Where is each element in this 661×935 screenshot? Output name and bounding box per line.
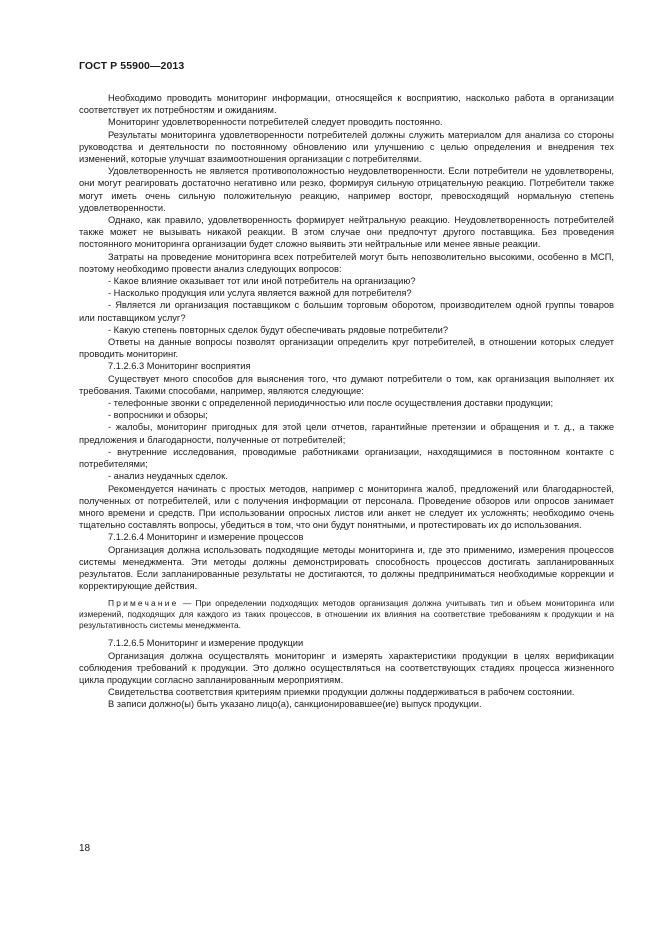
paragraph: В записи должно(ы) быть указано лицо(а), санкционировавшее(ие) выпуск продукции. [108, 699, 482, 710]
list-item: - Какую степень повторных сделок будут обеспечивать рядовые потребители? [108, 324, 449, 335]
paragraph: Результаты мониторинга удовлетворенности потребителей должны служить материалом для анализа со стороны руководства и деятельности по постоянному обновлению или улучшению с целью определения и внедрения тех изменений, которые улучшат взаимоотношения организации с потребителями. [79, 129, 614, 165]
paragraph: Рекомендуется начинать с простых методов, например с мониторинга жалоб, предложений или благодарностей, полученных от потребителей, или с получения информации от персонала. Проведение обзоров или опросов занимает много времени и средств. При использовании опросных листов или анкет не следует их усложнять; необходимо очень тщательно составлять вопросы, убедиться в том, что они будут понятными, и протестировать их до использования. [79, 483, 614, 531]
paragraph: Мониторинг удовлетворенности потребителей следует проводить постоянно. [108, 117, 443, 128]
paragraph: Свидетельства соответствия критериям приемки продукции должны поддерживаться в рабочем состоянии. [108, 687, 575, 698]
note-text: — При определении подходящих методов организация должна учитывать тип и объем мониторинга или измерений, подходящих для каждого из таких процессов, в отношении их влияния на соответствие требованиям к продукции и на результативность системы менеджмента. [79, 598, 614, 631]
list-item: - телефонные звонки с определенной периодичностью или после осуществления доставки продукции; [108, 398, 554, 409]
document-header: ГОСТ Р 55900—2013 [79, 60, 185, 72]
list-item: - Какое влияние оказывает тот или иной потребитель на организацию? [108, 276, 416, 287]
list-item: - анализ неудачных сделок. [108, 471, 228, 482]
paragraph: Организация должна осуществлять мониторинг и измерять характеристики продукции в целях верификации соблюдения требований к продукции. Это должно осуществляться на соответствующих стадиях процесса жизненного цикла продукции согласно запланированным мероприятиям. [79, 650, 614, 685]
list-item: - Насколько продукция или услуга является важной для потребителя? [108, 288, 412, 299]
list-item: - жалобы, мониторинг пригодных для этой цели отчетов, гарантийные претензии и обращения и т. д., а также предложения и благодарности, полученные от потребителей; [79, 422, 614, 445]
section-heading: 7.1.2.6.3 Мониторинг восприятия [108, 361, 251, 372]
list-item: - Является ли организация поставщиком с большим торговым оборотом, производителем одной группы товаров или поставщиком услуг? [79, 300, 614, 323]
paragraph: Организация должна использовать подходящие методы мониторинга и, где это применимо, измерения процессов системы менеджмента. Эти методы должны демонстрировать способность процессов достигать запланированных результатов. Если запланированные результаты не достигаются, то должны предприниматься необходимые коррекции и корректирующие действия. [79, 544, 614, 592]
note [79, 598, 614, 631]
paragraph: Удовлетворенность не является противоположностью неудовлетворенности. Если потребители не удовлетворены, они могут реагировать достаточно негативно или резко, формируя сильную отрицательную реакцию. Потребители также могут иметь очень сильную положительную реакцию, например восторг, превосходящий нормальную степень удовлетворенности. [79, 166, 614, 213]
paragraph: Существует много способов для выяснения того, что думают потребители о том, как организация выполняет их требования. Такими способами, например, являются следующие: [79, 373, 614, 396]
page-number: 18 [79, 843, 91, 854]
section-heading: 7.1.2.6.5 Мониторинг и измерение продукции [108, 638, 304, 649]
section-heading: 7.1.2.6.4 Мониторинг и измерение процессов [108, 532, 304, 543]
list-item: - вопросники и обзоры; [108, 410, 208, 421]
note-label: Примечание [108, 598, 179, 609]
document-body [79, 92, 614, 711]
paragraph: Затраты на проведение мониторинга всех потребителей могут быть непозволительно высокими, особенно в МСП, поэтому необходимо провести анализ следующих вопросов: [79, 251, 614, 274]
paragraph: Однако, как правило, удовлетворенность формирует нейтральную реакцию. Неудовлетворенность потребителей также может не вызывать никакой реакции. В этом случае они предпочтут другого поставщика. Без проведения постоянного мониторинга организации будет сложно выявить эти нейтральные или менее явные реакции. [79, 215, 614, 250]
paragraph: Ответы на данные вопросы позволят организации определить круг потребителей, в отношении которых следует проводить мониторинг. [79, 337, 614, 360]
list-item: - внутренние исследования, проводимые работниками организации, находящимися в постоянном контакте с потребителями; [79, 446, 614, 470]
paragraph: Необходимо проводить мониторинг информации, относящейся к восприятию, насколько работа в организации соответствует их потребностям и ожиданиям. [79, 93, 614, 116]
